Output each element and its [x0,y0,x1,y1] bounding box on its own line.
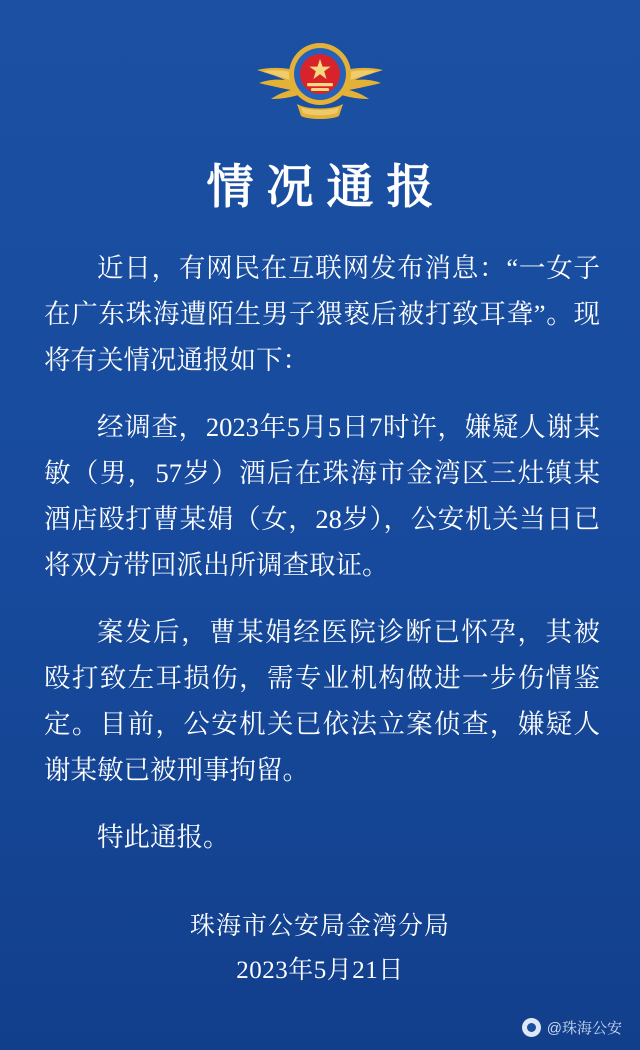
paragraph-1: 近日，有网民在互联网发布消息：“一女子在广东珠海遭陌生男子猥亵后被打致耳聋”。现将有关情况通报如下： [44,253,600,375]
page-title: 情况通报 [206,162,447,214]
paragraph-3: 案发后，曹某娟经医院诊断已怀孕，其被殴打致左耳损伤，需专业机构做进一步伤情鉴定。目前，公安机关已依法立案侦查，嫌疑人谢某敏已被刑事拘留。 [44,617,600,785]
weibo-attribution [522,1017,622,1038]
signature-block [0,905,640,993]
notice-body [44,245,600,860]
issue-date: 2023年5月21日 [236,957,404,984]
paragraph-2: 经调查，2023年5月5日7时许，嫌疑人谢某敏（男，57岁）酒后在珠海市金湾区三灶镇某酒店殴打曹某娟（女，28岁），公安机关当日已将双方带回派出所调查取证。 [44,412,600,580]
weibo-account-name: @珠海公安 [546,1020,622,1037]
emblem-container [0,34,640,122]
weibo-eye-icon [522,1018,541,1037]
china-police-badge-icon [245,34,395,122]
paragraph-4: 特此通报。 [97,822,230,852]
issuing-organization: 珠海市公安局金湾分局 [189,913,450,940]
